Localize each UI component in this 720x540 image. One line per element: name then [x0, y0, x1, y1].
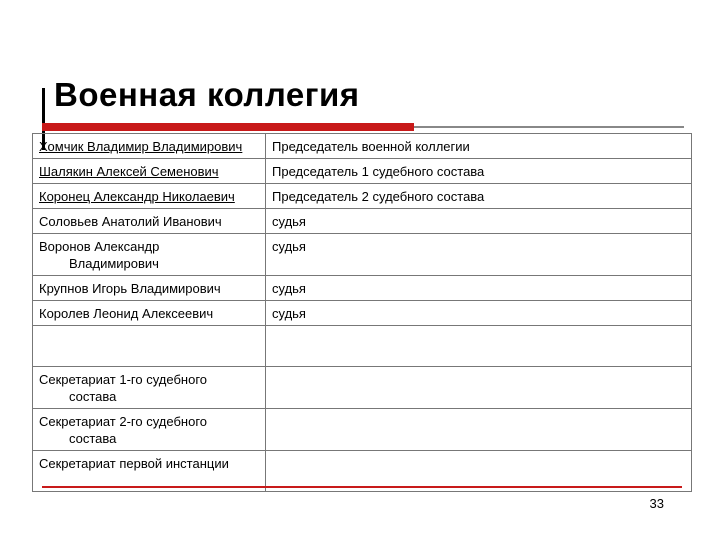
name-link[interactable]: Коронец Александр Николаевич: [39, 189, 235, 204]
name-line-2: состава: [69, 431, 117, 446]
role-cell: [266, 326, 692, 367]
name-cell: [33, 409, 266, 451]
role-cell: Председатель 2 судебного состава: [266, 184, 692, 209]
table-row: [33, 184, 692, 209]
role-cell: судья: [266, 234, 692, 276]
table-row: [33, 301, 692, 326]
title-red-bar: [42, 123, 414, 131]
role-cell: судья: [266, 301, 692, 326]
name-cell: Королев Леонид Алексеевич: [33, 301, 266, 326]
table-row: [33, 367, 692, 409]
title-gray-line: [414, 126, 684, 128]
role-cell: судья: [266, 276, 692, 301]
table-row: [33, 234, 692, 276]
name-line-2: Владимирович: [69, 256, 159, 271]
name-link[interactable]: Шалякин Алексей Семенович: [39, 164, 219, 179]
name-line-2: состава: [69, 389, 117, 404]
name-line-1: Секретариат 1-го судебного: [39, 372, 208, 387]
table-row: [33, 409, 692, 451]
name-cell: Крупнов Игорь Владимирович: [33, 276, 266, 301]
table-row: [33, 134, 692, 159]
collegium-table: [32, 133, 692, 492]
name-cell: Секретариат первой инстанции: [33, 451, 266, 492]
name-cell[interactable]: [33, 184, 266, 209]
role-cell: судья: [266, 209, 692, 234]
table-row: [33, 159, 692, 184]
name-cell: [33, 326, 266, 367]
table-row: [33, 209, 692, 234]
name-line-1: Воронов Александр: [39, 239, 160, 254]
table-row: [33, 276, 692, 301]
page-number: 33: [649, 496, 664, 511]
name-cell[interactable]: [33, 159, 266, 184]
name-cell: [33, 367, 266, 409]
table-row: [33, 326, 692, 367]
name-cell: [33, 234, 266, 276]
slide-title: Военная коллегия: [54, 76, 360, 113]
role-cell: Председатель военной коллегии: [266, 134, 692, 159]
role-cell: [266, 367, 692, 409]
name-cell: Соловьев Анатолий Иванович: [33, 209, 266, 234]
role-cell: [266, 409, 692, 451]
name-cell[interactable]: [33, 134, 266, 159]
name-link[interactable]: Хомчик Владимир Владимирович: [39, 139, 243, 154]
name-line-1: Секретариат 2-го судебного: [39, 414, 208, 429]
role-cell: Председатель 1 судебного состава: [266, 159, 692, 184]
footer-red-line: [42, 486, 682, 488]
